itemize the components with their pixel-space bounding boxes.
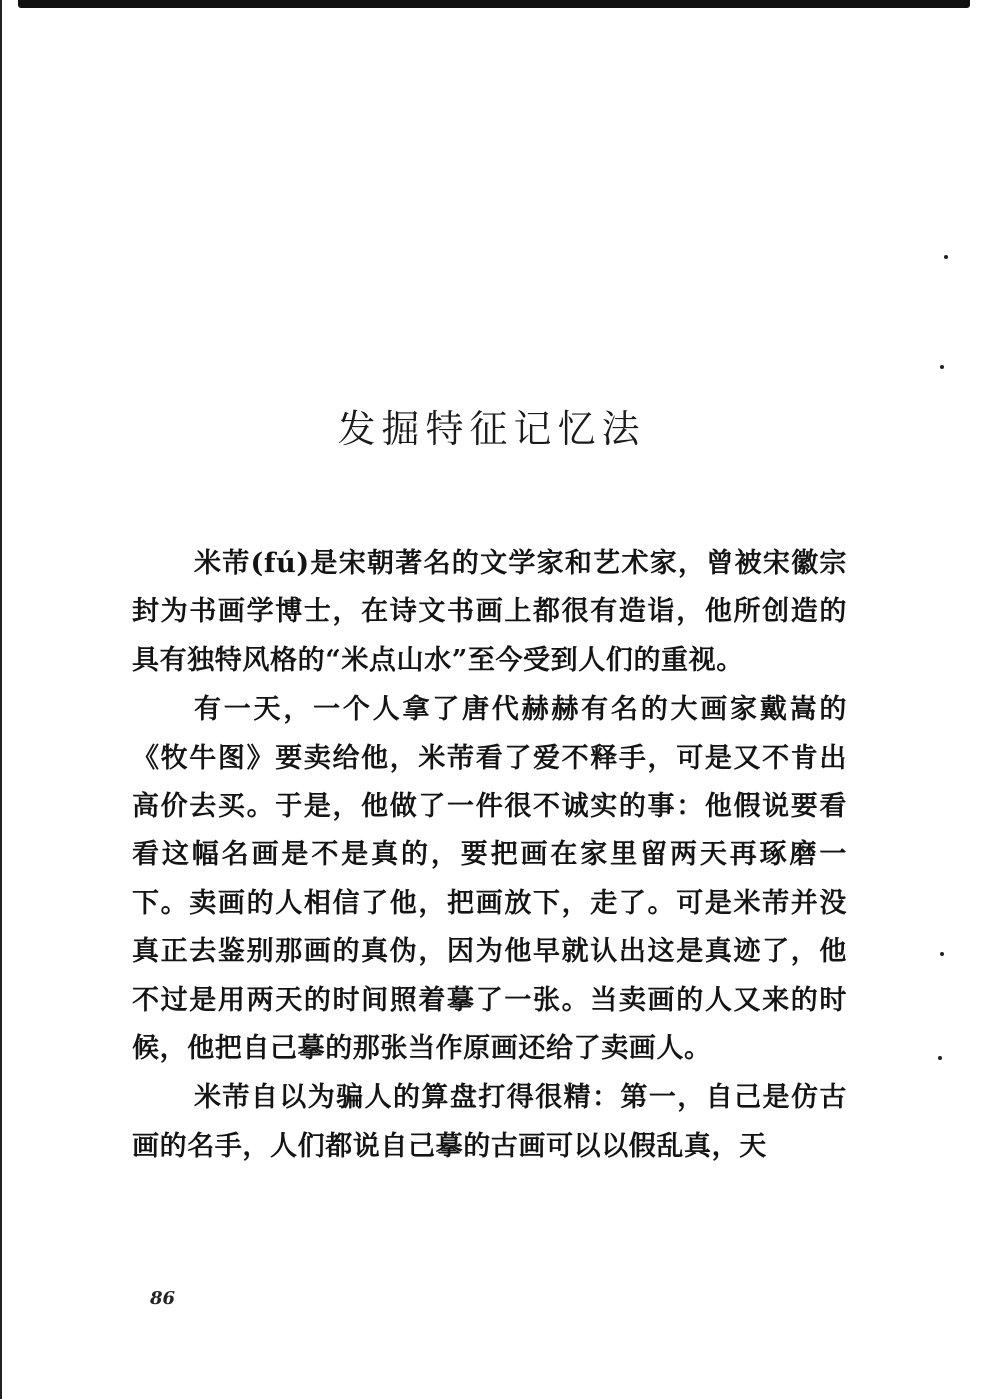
body-text	[132, 540, 847, 1172]
paragraph-3: 米芾自以为骗人的算盘打得很精：第一，自己是仿古画的名手，人们都说自己摹的古画可以以假乱真，天	[132, 1082, 847, 1162]
top-border-rule	[18, 0, 970, 8]
scan-speck	[944, 255, 948, 259]
scan-speck	[940, 952, 944, 956]
left-border-rule	[0, 0, 2, 1399]
scan-speck	[940, 365, 944, 369]
paragraph-1: 米芾(fú)是宋朝著名的文学家和艺术家，曾被宋徽宗封为书画学博士，在诗文书画上都很有造诣，他所创造的具有独特风格的“米点山水”至今受到人们的重视。	[132, 548, 847, 676]
paragraph-2: 有一天，一个人拿了唐代赫赫有名的大画家戴嵩的《牧牛图》要卖给他，米芾看了爱不释手，可是又不肯出高价去买。于是，他做了一件很不诚实的事：他假说要看看这幅名画是不是真的，要把画在家里留两天再琢磨一下。卖画的人相信了他，把画放下，走了。可是米芾并没真正去鉴别那画的真伪，因为他早就认出这是真迹了，他不过是用两天的时间照着摹了一张。当卖画的人又来的时候，他把自己摹的那张当作原画还给了卖画人。	[132, 694, 847, 1065]
scan-speck	[938, 1056, 942, 1060]
page-number: 86	[150, 1288, 176, 1309]
page-title: 发掘特征记忆法	[337, 407, 646, 451]
